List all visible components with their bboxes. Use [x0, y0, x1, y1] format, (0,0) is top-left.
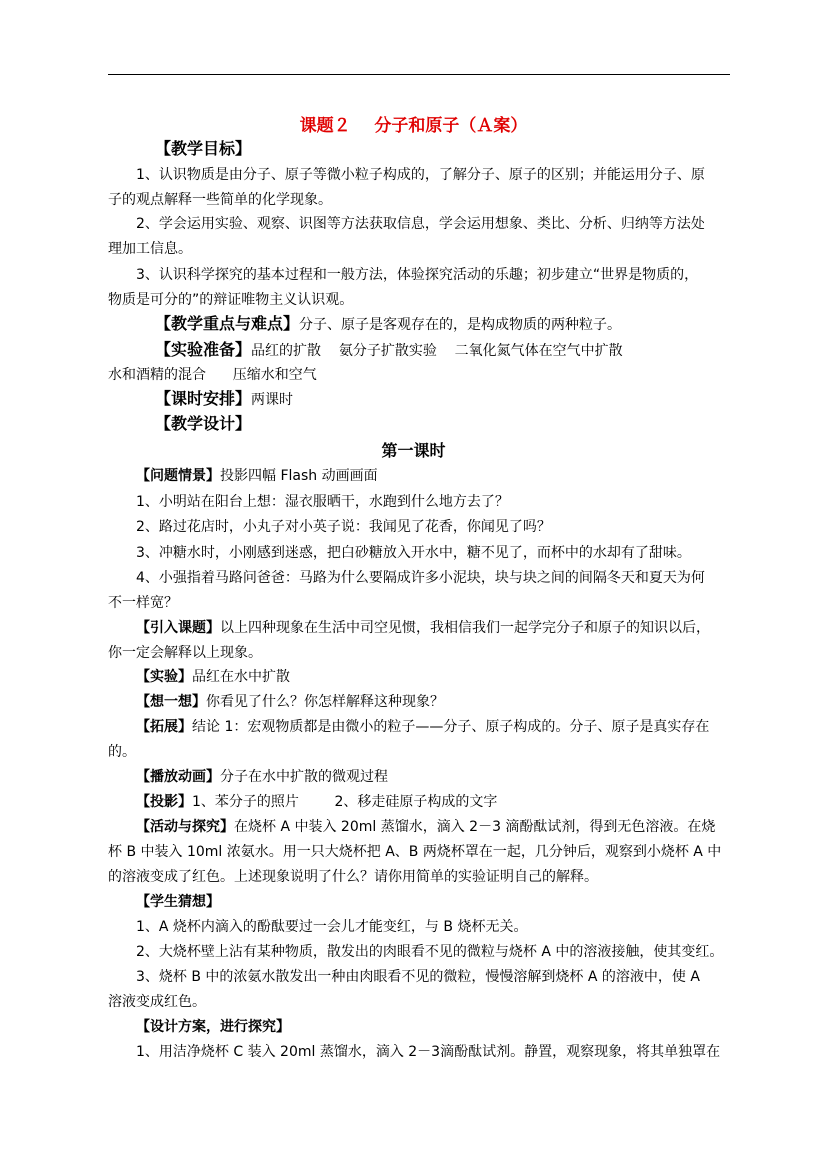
guess-3-line-1: 3、烧杯 B 中的浓氨水散发出一种由肉眼看不见的微粒，慢慢溶解到烧杯 A 的溶液中，使 A	[136, 969, 700, 985]
schedule-text: 两课时	[251, 392, 294, 408]
animation-label: 【播放动画】	[136, 769, 220, 785]
goal-3-line-2: 物质是可分的”的辩证唯物主义认识观。	[108, 292, 354, 308]
experiment-label: 【实验】	[136, 669, 192, 685]
extension-line-1	[136, 717, 709, 737]
header-rule	[108, 74, 730, 75]
think-label: 【想一想】	[136, 694, 206, 710]
goal-2-line-1: 2、学会运用实验、观察、识图等方法获取信息，学会运用想象、类比、分析、归纳等方法处	[136, 216, 705, 232]
question-4-line-1: 4、小强指着马路问爸爸：马路为什么要隔成许多小泥块，块与块之间的间隔冬天和夏天为何	[136, 570, 705, 586]
experiment-line	[136, 667, 290, 687]
activity-line-1	[136, 817, 715, 837]
page-title: 课题２ 分子和原子（Ａ案）	[299, 116, 528, 136]
scenario-line	[136, 466, 378, 486]
goal-1-line-1: 1、认识物质是由分子、原子等微小粒子构成的，了解分子、原子的区别；并能运用分子、原	[136, 167, 705, 183]
guess-label: 【学生猜想】	[136, 894, 220, 910]
plan-label: 【设计方案，进行探究】	[136, 1019, 290, 1035]
prep-items-1: 品红的扩散 氨分子扩散实验 二氧化氮气体在空气中扩散	[251, 343, 623, 359]
question-3: 3、冲糖水时，小刚感到迷惑，把白砂糖放入开水中，糖不见了，而杯中的水却有了甜味。	[136, 545, 691, 561]
design-heading: 【教学设计】	[155, 414, 252, 433]
projection-text: 1、苯分子的照片 2、移走硅原子构成的文字	[192, 794, 498, 810]
keypoints-line	[155, 314, 621, 335]
goal-2-line-2: 理加工信息。	[108, 241, 192, 257]
experiment-text: 品红在水中扩散	[192, 669, 290, 685]
lesson-title: 第一课时	[381, 441, 446, 460]
guess-2: 2、大烧杯壁上沾有某种物质，散发出的肉眼看不见的微粒与烧杯 A 中的溶液接触，使其变红。	[136, 944, 724, 960]
keypoints-text: 分子、原子是客观存在的，是构成物质的两种粒子。	[299, 317, 622, 333]
question-4-line-2: 不一样宽？	[108, 595, 178, 611]
think-line	[136, 692, 444, 712]
question-1: 1、小明站在阳台上想：湿衣服晒干，水跑到什么地方去了？	[136, 494, 509, 510]
prep-heading: 【实验准备】	[155, 340, 252, 359]
prep-line-1	[155, 340, 623, 361]
scenario-text: 投影四幅 Flash 动画画面	[220, 468, 378, 484]
scenario-label: 【问题情景】	[136, 468, 220, 484]
plan-step-1: 1、用洁净烧杯 C 装入 20ml 蒸馏水，滴入 2－3滴酚酞试剂。静置，观察现象，将其单独罩在	[136, 1044, 721, 1060]
question-2: 2、路过花店时，小丸子对小英子说：我闻见了花香，你闻见了吗？	[136, 519, 551, 535]
extension-line-2: 的。	[108, 744, 136, 760]
guess-3-line-2: 溶液变成红色。	[108, 994, 206, 1010]
activity-label: 【活动与探究】	[136, 819, 234, 835]
activity-text-1: 在烧杯 A 中装入 20ml 蒸馏水，滴入 2－3 滴酚酞试剂，得到无色溶液。在烧	[234, 819, 716, 835]
intro-line-2: 你一定会解释以上现象。	[108, 645, 262, 661]
extension-text-1: 结论 1：宏观物质都是由微小的粒子——分子、原子构成的。分子、原子是真实存在	[192, 719, 710, 735]
think-text: 你看见了什么？你怎样解释这种现象？	[206, 694, 444, 710]
intro-label: 【引入课题】	[136, 620, 220, 636]
projection-label: 【投影】	[136, 794, 192, 810]
schedule-heading: 【课时安排】	[155, 389, 252, 408]
goal-3-line-1: 3、认识科学探究的基本过程和一般方法，体验探究活动的乐趣；初步建立“世界是物质的，	[136, 267, 699, 283]
intro-text-1: 以上四种现象在生活中司空见惯，我相信我们一起学完分子和原子的知识以后，	[220, 620, 710, 636]
prep-items-2: 水和酒精的混合 压缩水和空气	[108, 367, 317, 383]
animation-line	[136, 767, 388, 787]
activity-line-3: 的溶液变成了红色。上述现象说明了什么？请你用简单的实验证明自己的解释。	[108, 869, 598, 885]
guess-1: 1、A 烧杯内滴入的酚酞要过一会儿才能变红，与 B 烧杯无关。	[136, 919, 528, 935]
projection-line	[136, 792, 497, 812]
keypoints-heading: 【教学重点与难点】	[155, 314, 300, 333]
schedule-line	[155, 389, 293, 410]
extension-label: 【拓展】	[136, 719, 192, 735]
intro-line-1	[136, 618, 710, 638]
goal-1-line-2: 子的观点解释一些简单的化学现象。	[108, 192, 332, 208]
activity-line-2: 杯 B 中装入 10ml 浓氨水。用一只大烧杯把 A、B 两烧杯罩在一起，几分钟后，观察到小烧杯 A 中	[108, 844, 722, 860]
goals-heading: 【教学目标】	[155, 139, 252, 158]
animation-text: 分子在水中扩散的微观过程	[220, 769, 388, 785]
